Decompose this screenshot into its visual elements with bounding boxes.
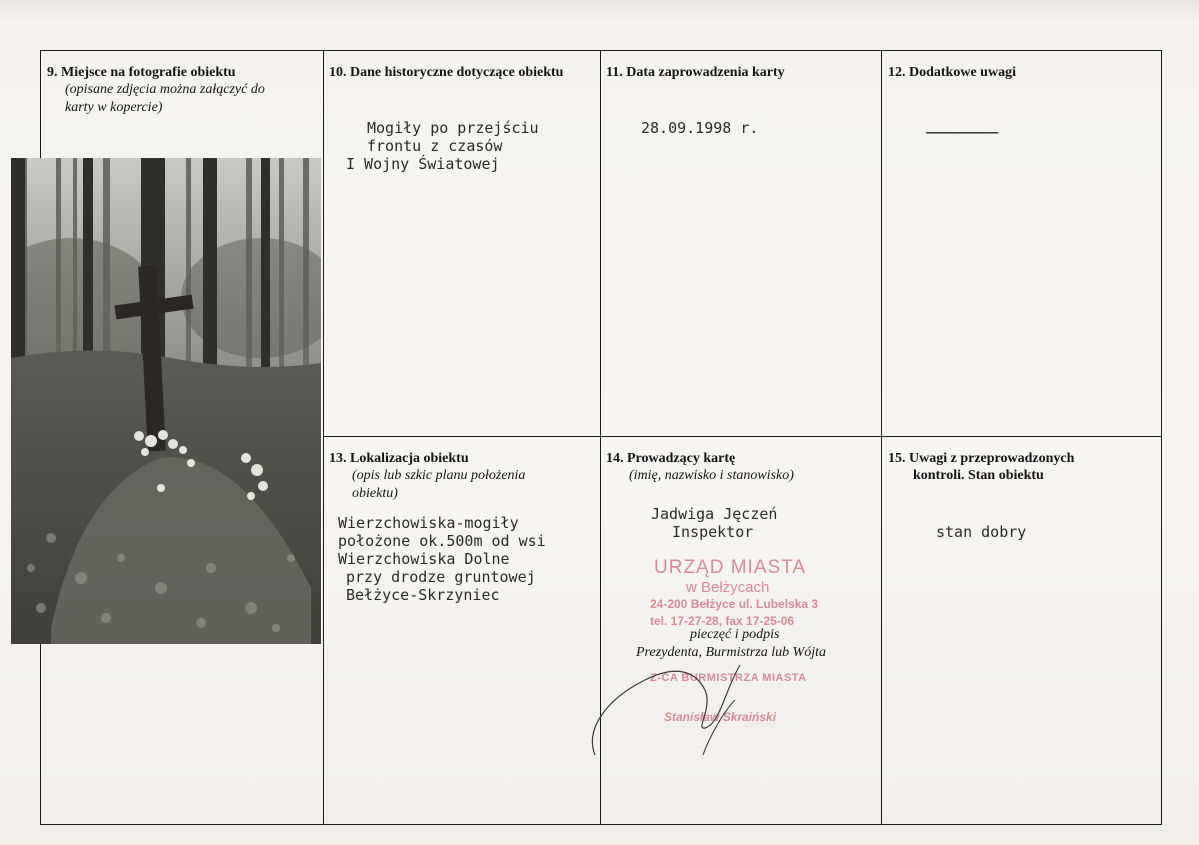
- grave-photo-image: [11, 158, 321, 644]
- field-9-subtitle: karty w kopercie): [65, 100, 163, 115]
- office-stamp-town: w Bełżycach: [686, 579, 770, 596]
- field-10-value: I Wojny Światowej: [346, 155, 500, 173]
- field-11-title: 11. Data zaprowadzenia karty: [606, 65, 785, 80]
- field-14-position: Inspektor: [672, 523, 754, 541]
- office-stamp-title: URZĄD MIASTA: [654, 557, 807, 578]
- row-divider: [323, 436, 1161, 437]
- field-13-value: Bełżyce-Skrzyniec: [346, 586, 500, 604]
- field-14-seal-caption: pieczęć i podpis: [690, 627, 780, 642]
- field-10-title: 10. Dane historyczne dotyczące obiektu: [329, 65, 564, 80]
- field-10-value: Mogiły po przejściu: [367, 119, 539, 137]
- column-divider: [323, 51, 324, 824]
- handwritten-signature: [585, 650, 785, 760]
- field-13-value: Wierzchowiska-mogiły: [338, 514, 519, 532]
- field-14-name: Jadwiga Jęczeń: [651, 505, 778, 523]
- field-15-title: 15. Uwagi z przeprowadzonych: [888, 451, 1075, 466]
- grave-photo: [11, 158, 321, 644]
- field-13-subtitle: (opis lub szkic planu położenia: [352, 468, 526, 483]
- field-10-value: frontu z czasów: [367, 137, 503, 155]
- field-13-value: przy drodze gruntowej: [346, 568, 536, 586]
- field-11-value: 28.09.1998 r.: [641, 119, 759, 137]
- office-stamp-phone: tel. 17-27-28, fax 17-25-06: [650, 614, 795, 628]
- field-12-title: 12. Dodatkowe uwagi: [888, 65, 1016, 80]
- field-15-title: kontroli. Stan obiektu: [913, 468, 1044, 483]
- field-9-subtitle: (opisane zdjęcia można załączyć do: [65, 82, 265, 97]
- field-12-value: ________: [926, 116, 999, 134]
- field-9-title: 9. Miejsce na fotografie obiektu: [47, 65, 236, 80]
- deputy-mayor-stamp: Z-CA BURMISTRZA MIASTA: [650, 672, 807, 684]
- field-13-value: Wierzchowiska Dolne: [338, 550, 510, 568]
- column-divider: [881, 51, 882, 824]
- signatory-stamp: Stanisław Skraiński: [664, 710, 777, 724]
- field-15-value: stan dobry: [936, 523, 1027, 541]
- field-13-subtitle: obiektu): [352, 486, 398, 501]
- field-13-value: położone ok.500m od wsi: [338, 532, 546, 550]
- field-13-title: 13. Lokalizacja obiektu: [329, 451, 469, 466]
- field-14-subtitle: (imię, nazwisko i stanowisko): [629, 468, 794, 483]
- office-stamp-address: 24-200 Bełżyce ul. Lubelska 3: [650, 597, 819, 611]
- field-14-title: 14. Prowadzący kartę: [606, 451, 736, 466]
- field-14-seal-caption: Prezydenta, Burmistrza lub Wójta: [636, 645, 827, 660]
